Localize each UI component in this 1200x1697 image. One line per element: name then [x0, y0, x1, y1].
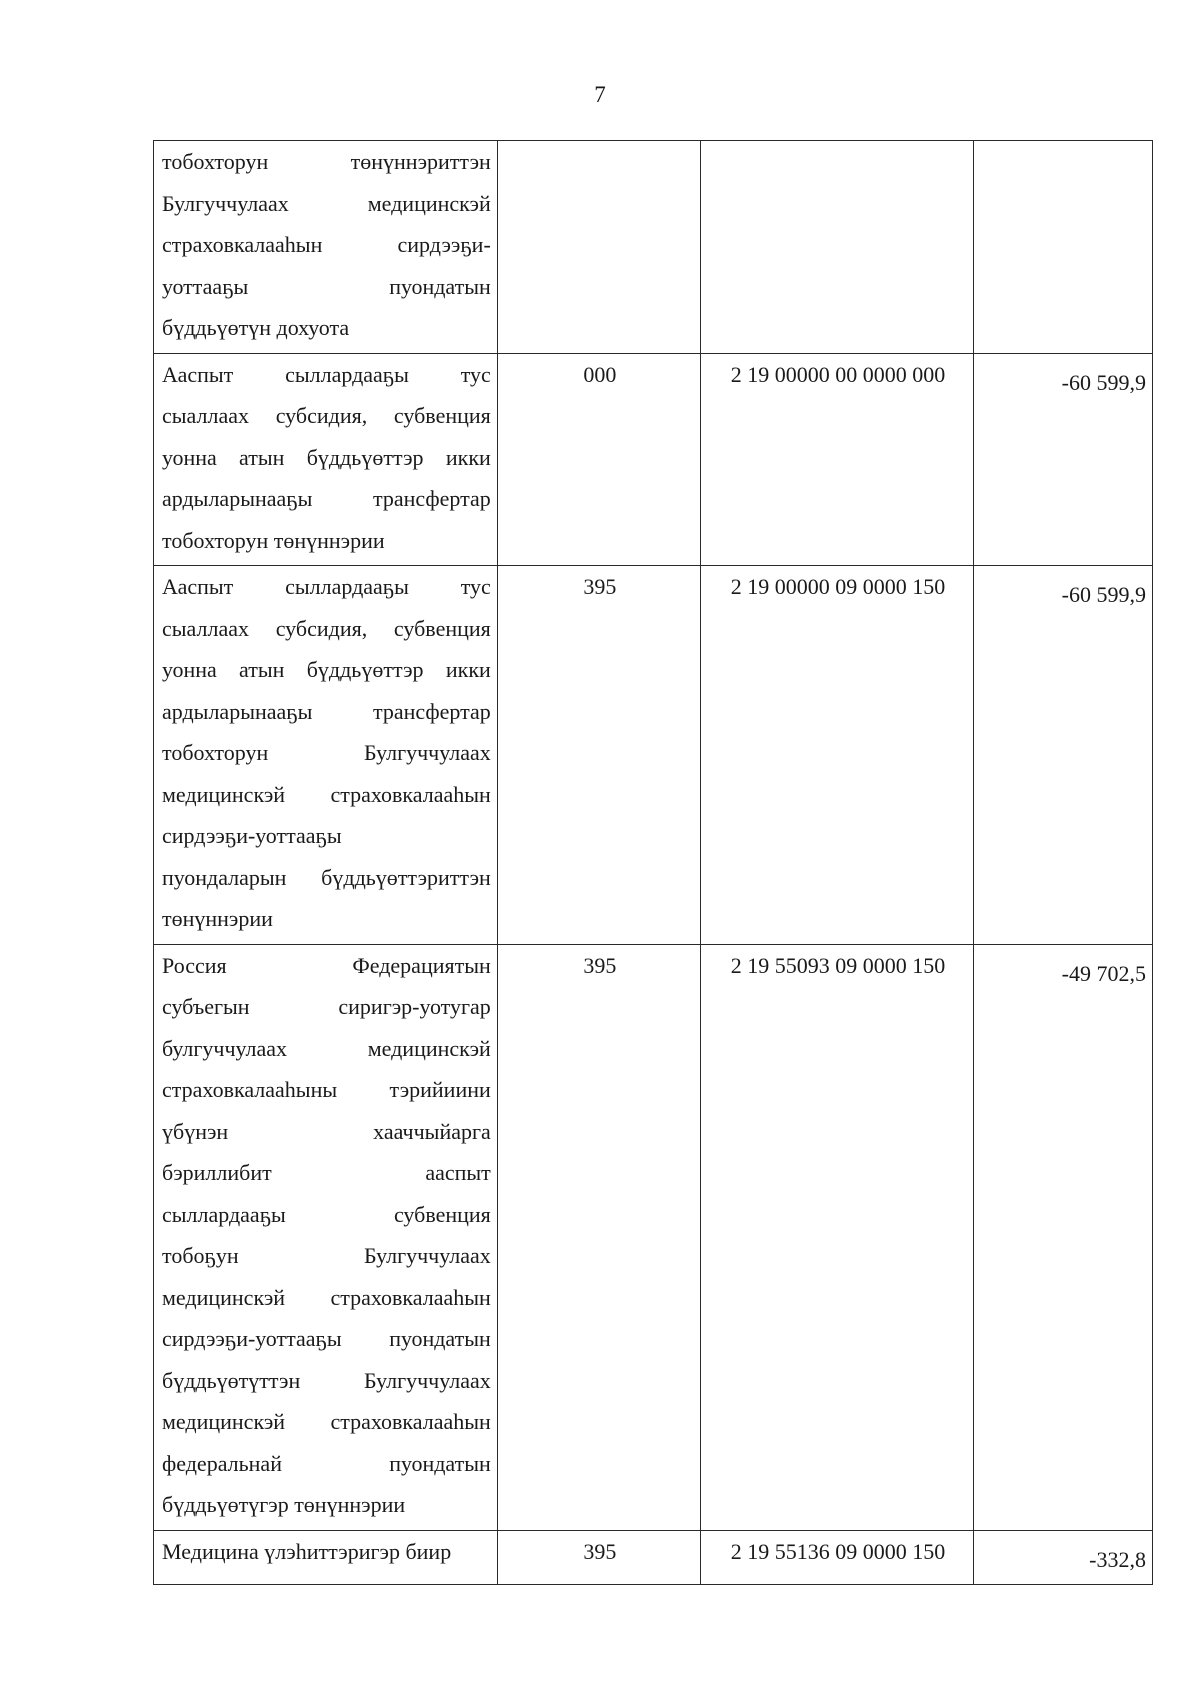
classification-code-cell: 2 19 00000 09 0000 150 — [701, 566, 974, 945]
description-line: тобохторун төнүннэриттэн — [162, 149, 491, 174]
amount-value: -49 702,5 — [1061, 960, 1146, 986]
description-line: тобохторун Булгуччулаах — [162, 740, 491, 765]
description-line: субъегын сиригэр-уотугар — [162, 994, 491, 1019]
admin-code-cell: 395 — [497, 944, 700, 1530]
description-line: сыллардааҕы субвенция — [162, 1201, 491, 1227]
description-line: уонна атын бүддьүөттэр икки — [162, 657, 491, 682]
description-cell — [154, 141, 498, 354]
budget-return-table — [153, 140, 1153, 1585]
description-line: Ааспыт сыллардааҕы тус — [162, 361, 491, 387]
description-line: төнүннэрии — [162, 906, 273, 931]
amount-cell — [974, 566, 1153, 945]
description-line: сыаллаах субсидия, субвенция — [162, 615, 491, 641]
description-line: үбүнэн хааччыйарга — [162, 1118, 491, 1144]
amount-cell — [974, 1530, 1153, 1585]
amount-cell — [974, 141, 1153, 354]
classification-code-cell: 2 19 55136 09 0000 150 — [701, 1530, 974, 1585]
description-line: Медицина үлэһиттэригэр биир — [162, 1538, 452, 1564]
table-row — [154, 944, 1153, 1530]
description-line: булгуччулаах медицинскэй — [162, 1035, 491, 1061]
amount-cell — [974, 353, 1153, 566]
description-cell — [154, 353, 498, 566]
description-line: бүддьүөтүттэн Булгуччулаах — [162, 1367, 491, 1393]
description-line: ардыларынааҕы трансфертар — [162, 698, 491, 724]
description-line: сирдээҕи-уоттааҕы — [162, 823, 342, 848]
description-line: Россия Федерациятын — [162, 952, 491, 978]
description-line: страховкалааһыны тэрийиини — [162, 1077, 491, 1102]
description-line: ардыларынааҕы трансфертар — [162, 486, 491, 511]
table-row — [154, 353, 1153, 566]
description-line: медицинскэй страховкалааһын — [162, 1409, 491, 1434]
description-cell — [154, 566, 498, 945]
classification-code-cell: 2 19 00000 00 0000 000 — [701, 353, 974, 566]
description-line: сыаллаах субсидия, субвенция — [162, 403, 491, 428]
description-line: сирдээҕи-уоттааҕы пуондатын — [162, 1326, 491, 1351]
table-row — [154, 566, 1153, 945]
description-line: Булгуччулаах медицинскэй — [162, 190, 491, 216]
description-line: страховкалааһын сирдээҕи- — [162, 232, 491, 257]
description-line: бэриллибит ааспыт — [162, 1160, 491, 1185]
admin-code-cell: 395 — [497, 566, 700, 945]
description-cell — [154, 944, 498, 1530]
description-line: тобохторун төнүннэрии — [162, 527, 385, 553]
description-line: федеральнай пуондатын — [162, 1450, 491, 1476]
table-body — [154, 141, 1153, 1585]
classification-code-cell: 2 19 55093 09 0000 150 — [701, 944, 974, 1530]
classification-code-cell — [701, 141, 974, 354]
description-line: Ааспыт сыллардааҕы тус — [162, 574, 491, 599]
description-line: уонна атын бүддьүөттэр икки — [162, 444, 491, 470]
description-line: тобоҕун Булгуччулаах — [162, 1243, 491, 1268]
description-line: уоттааҕы пуондатын — [162, 273, 491, 299]
admin-code-cell: 000 — [497, 353, 700, 566]
description-line: пуондаларын бүддьүөттэриттэн — [162, 864, 491, 890]
amount-cell — [974, 944, 1153, 1530]
table-row — [154, 1530, 1153, 1585]
amount-value: -60 599,9 — [1061, 369, 1146, 395]
description-line: медицинскэй страховкалааһын — [162, 781, 491, 807]
amount-value: -332,8 — [1089, 1546, 1146, 1572]
description-line: бүддьүөтүн дохуота — [162, 315, 350, 340]
description-cell — [154, 1530, 498, 1585]
page-number: 7 — [594, 82, 606, 107]
admin-code-cell: 395 — [497, 1530, 700, 1585]
admin-code-cell — [497, 141, 700, 354]
table-row — [154, 141, 1153, 354]
amount-value: -60 599,9 — [1061, 582, 1146, 607]
description-line: бүддьүөтүгэр төнүннэрии — [162, 1492, 406, 1517]
description-line: медицинскэй страховкалааһын — [162, 1284, 491, 1310]
